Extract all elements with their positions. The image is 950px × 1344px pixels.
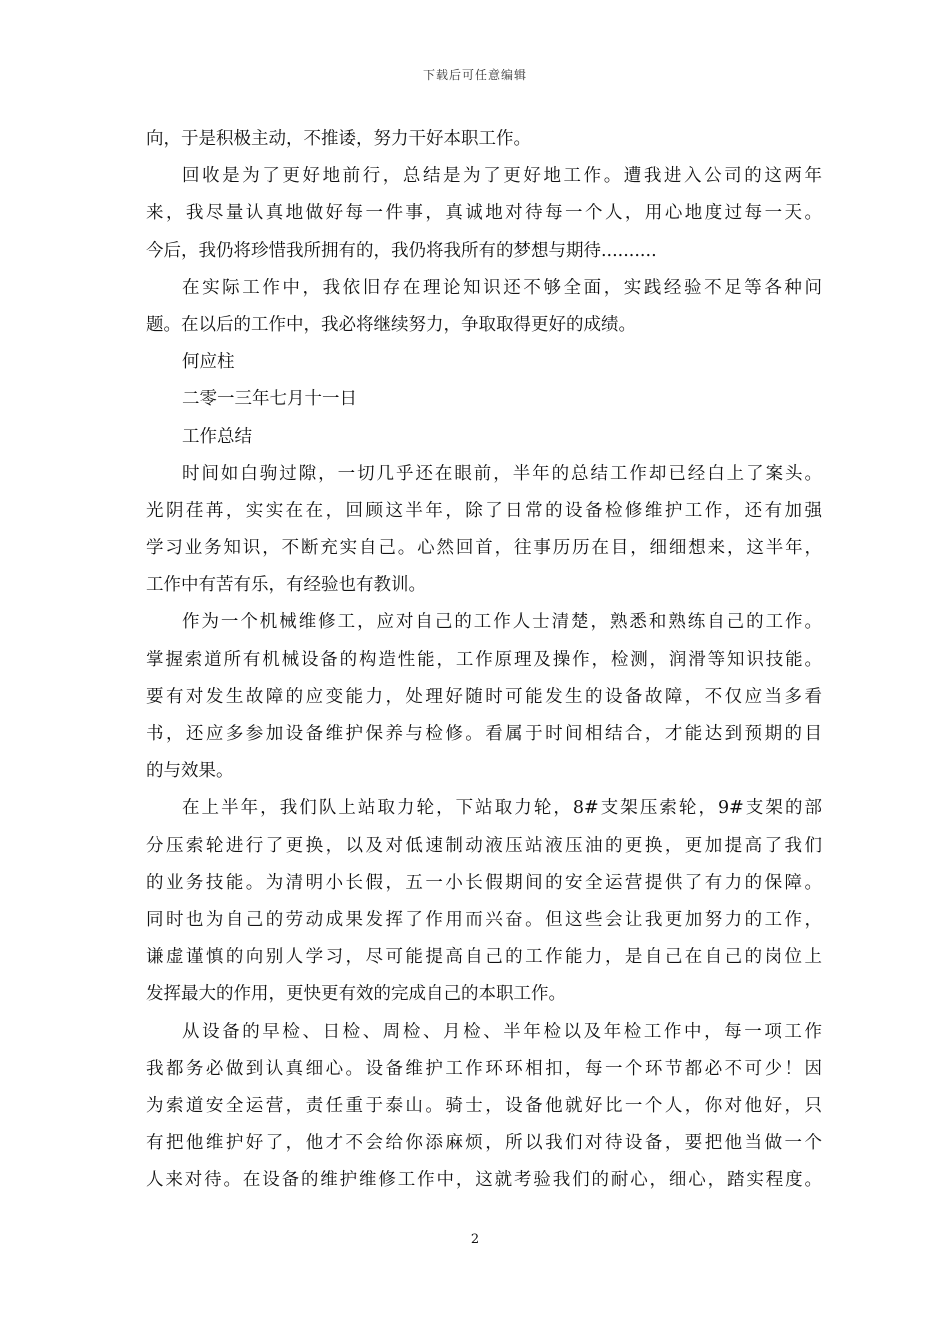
page-header: 下载后可任意编辑 bbox=[422, 68, 527, 82]
text-line: 掌握索道所有机械设备的构造性能，工作原理及操作，检测，润滑等知识技能。 bbox=[146, 649, 822, 670]
signature-date: 二零一三年七月十一日 bbox=[182, 389, 357, 410]
text-line: 为索道安全运营，责任重于泰山。骑士，设备他就好比一个人，你对他好，只 bbox=[146, 1095, 822, 1116]
text-line: 的与效果。 bbox=[146, 761, 234, 782]
text-line: 在上半年，我们队上站取力轮，下站取力轮，8#支架压索轮，9#支架的部 bbox=[182, 798, 822, 819]
text-line: 今后，我仍将珍惜我所拥有的，我仍将我所有的梦想与期待.......... bbox=[146, 240, 657, 261]
text-line: 的业务技能。为清明小长假，五一小长假期间的安全运营提供了有力的保障。 bbox=[146, 872, 822, 893]
text-line: 人来对待。在设备的维护维修工作中，这就考验我们的耐心，细心，踏实程度。 bbox=[146, 1170, 822, 1191]
page-number: 2 bbox=[470, 1232, 480, 1247]
text-line: 在实际工作中，我依旧存在理论知识还不够全面，实践经验不足等各种问 bbox=[182, 277, 822, 298]
text-line: 向，于是积极主动，不推诿，努力干好本职工作。 bbox=[146, 129, 531, 149]
text-line: 作为一个机械维修工，应对自己的工作人士清楚，熟悉和熟练自己的工作。 bbox=[182, 612, 822, 633]
signature-name: 何应柱 bbox=[182, 352, 235, 373]
text-line: 有把他维护好了，他才不会给你添麻烦，所以我们对待设备，要把他当做一个 bbox=[146, 1133, 822, 1154]
text-line: 工作中有苦有乐，有经验也有教训。 bbox=[146, 575, 426, 596]
text-line: 同时也为自己的劳动成果发挥了作用而兴奋。但这些会让我更加努力的工作， bbox=[146, 909, 822, 930]
text-line: 谦虚谨慎的向别人学习，尽可能提高自己的工作能力，是自己在自己的岗位上 bbox=[146, 947, 822, 968]
text-line: 发挥最大的作用，更快更有效的完成自己的本职工作。 bbox=[146, 984, 566, 1005]
text-line: 分压索轮进行了更换，以及对低速制动液压站液压油的更换，更加提高了我们 bbox=[146, 835, 822, 856]
text-line: 从设备的早检、日检、周检、月检、半年检以及年检工作中，每一项工作 bbox=[182, 1021, 822, 1042]
text-line: 时间如白驹过隙，一切几乎还在眼前，半年的总结工作却已经白上了案头。 bbox=[182, 463, 822, 484]
text-line: 学习业务知识，不断充实自己。心然回首，往事历历在目，细细想来，这半年， bbox=[146, 538, 822, 559]
text-line: 书，还应多参加设备维护保养与检修。看属于时间相结合，才能达到预期的目 bbox=[146, 724, 822, 744]
text-line: 我都务必做到认真细心。设备维护工作环环相扣，每一个环节都必不可少！因 bbox=[146, 1058, 822, 1079]
text-line: 要有对发生故障的应变能力，处理好随时可能发生的设备故障，不仅应当多看 bbox=[146, 686, 822, 707]
text-line: 来，我尽量认真地做好每一件事，真诚地对待每一个人，用心地度过每一天。 bbox=[146, 203, 822, 224]
text-line: 题。在以后的工作中，我必将继续努力，争取取得更好的成绩。 bbox=[146, 314, 636, 335]
text-line: 回收是为了更好地前行，总结是为了更好地工作。遭我进入公司的这两年 bbox=[182, 166, 822, 187]
section-title: 工作总结 bbox=[182, 426, 252, 447]
document-body bbox=[146, 121, 822, 1199]
text-line: 光阴荏苒，实实在在，回顾这半年，除了日常的设备检修维护工作，还有加强 bbox=[146, 500, 822, 521]
